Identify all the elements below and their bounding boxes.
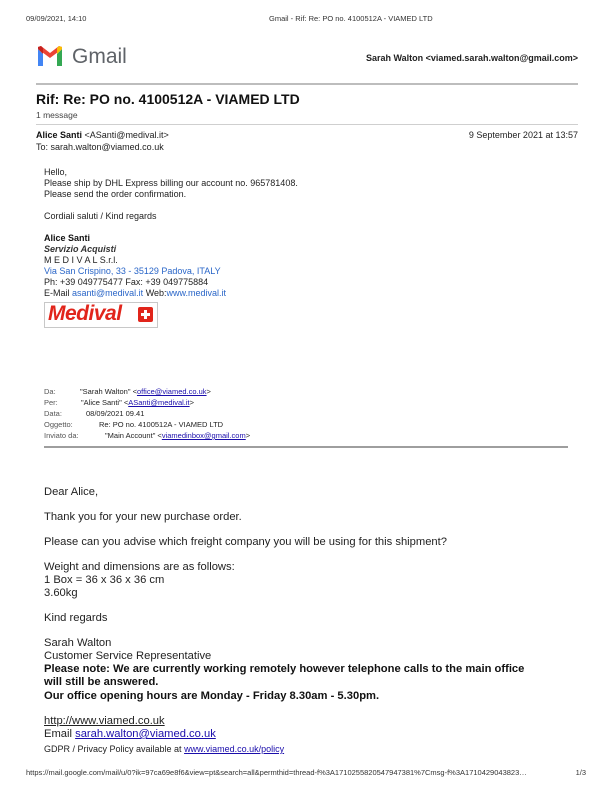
print-page-title: Gmail - Rif: Re: PO no. 4100512A - VIAMED LTD — [269, 14, 433, 23]
sender-email: <ASanti@medival.it> — [84, 130, 169, 140]
original-greeting: Dear Alice, — [44, 486, 99, 498]
reply-line: Please ship by DHL Express billing our account no. 965781408. — [44, 178, 298, 188]
thread-subject: Rif: Re: PO no. 4100512A - VIAMED LTD — [36, 91, 300, 107]
remote-note: will still be answered. — [44, 676, 159, 688]
footer-url: https://mail.google.com/mail/u/0?ik=97ca69e8f6&view=pt&search=all&permthid=thread-f%3A1710255820547947381%7Cmsg-f%3A1710429043823… — [26, 768, 527, 777]
website-link[interactable]: http://www.viamed.co.uk — [44, 715, 165, 727]
message-date: 9 September 2021 at 13:57 — [468, 130, 578, 140]
original-sender-name: Sarah Walton — [44, 637, 112, 649]
fwd-from-label: Da: — [44, 387, 56, 396]
reply-line: Please send the order confirmation. — [44, 189, 187, 199]
message-count: 1 message — [36, 110, 78, 120]
signature-web-label: Web: — [143, 288, 167, 298]
weights-box: 1 Box = 36 x 36 x 36 cm — [44, 574, 165, 586]
signature-email-link[interactable]: asanti@medival.it — [72, 288, 144, 298]
signature-address[interactable]: Via San Crispino, 33 - 35129 Padova, ITALY — [44, 266, 221, 276]
signature-contact — [44, 288, 226, 298]
signature-email-label: E-Mail — [44, 288, 73, 298]
fwd-divider — [44, 446, 568, 448]
fwd-subject: Re: PO no. 4100512A - VIAMED LTD — [99, 420, 224, 429]
medival-logo-text: Medival — [48, 302, 122, 325]
header-divider — [36, 83, 578, 85]
gdpr-note: GDPR / Privacy Policy available at www.viamed.co.uk/policy — [44, 744, 285, 754]
fwd-to-email[interactable]: ASanti@medival.it — [128, 398, 190, 407]
subject-divider — [36, 124, 578, 125]
original-line: Please can you advise which freight company you will be using for this shipment? — [44, 536, 447, 548]
signature-web-link[interactable]: www.medival.it — [166, 288, 227, 298]
original-regards: Kind regards — [44, 612, 108, 624]
print-datetime: 09/09/2021, 14:10 — [26, 14, 87, 23]
fwd-sentby-label: Inviato da: — [44, 431, 79, 440]
fwd-date: 08/09/2021 09.41 — [86, 409, 145, 418]
original-sender-title: Customer Service Representative — [44, 650, 212, 662]
fwd-to: "Alice Santi" <ASanti@medival.it> — [81, 398, 195, 407]
original-email-link[interactable]: sarah.walton@viamed.co.uk — [75, 728, 216, 740]
signature-role: Servizio Acquisti — [44, 244, 117, 254]
fwd-from-email[interactable]: office@viamed.co.uk — [136, 387, 207, 396]
gdpr-link[interactable]: www.viamed.co.uk/policy — [184, 744, 285, 754]
account-name: Sarah Walton <viamed.sarah.walton@gmail.com> — [365, 53, 578, 63]
message-recipient: To: sarah.walton@viamed.co.uk — [36, 142, 164, 152]
gmail-logo-icon — [36, 45, 64, 67]
fwd-date-label: Data: — [44, 409, 62, 418]
fwd-to-label: Per: — [44, 398, 58, 407]
weights-kg: 3.60kg — [44, 587, 78, 599]
fwd-sentby: "Main Account" <viamedinbox@gmail.com> — [105, 431, 251, 440]
weights-title: Weight and dimensions are as follows: — [44, 561, 235, 573]
signature-phone: Ph: +39 049775477 Fax: +39 049775884 — [44, 277, 209, 287]
footer-page-number: 1/3 — [575, 768, 586, 777]
gmail-wordmark: Gmail — [72, 45, 127, 68]
medical-cross-icon — [138, 307, 153, 322]
fwd-sentby-email[interactable]: viamedinbox@gmail.com — [161, 431, 246, 440]
remote-note: Please note: We are currently working remotely however telephone calls to the main office — [44, 663, 525, 675]
signature-name: Alice Santi — [44, 233, 91, 243]
medival-logo — [44, 302, 158, 328]
original-line: Thank you for your new purchase order. — [44, 511, 242, 523]
reply-signoff: Cordiali saluti / Kind regards — [44, 211, 157, 221]
sender-name: Alice Santi — [36, 130, 83, 140]
signature-company: M E D I V A L S.r.l. — [44, 255, 118, 265]
reply-line: Hello, — [44, 167, 68, 177]
fwd-subject-label: Oggetto: — [44, 420, 73, 429]
message-sender — [36, 130, 169, 140]
fwd-from: "Sarah Walton" <office@viamed.co.uk> — [80, 387, 211, 396]
opening-hours: Our office opening hours are Monday - Friday 8.30am - 5.30pm. — [44, 690, 380, 702]
original-email: Email sarah.walton@viamed.co.uk — [44, 728, 216, 740]
